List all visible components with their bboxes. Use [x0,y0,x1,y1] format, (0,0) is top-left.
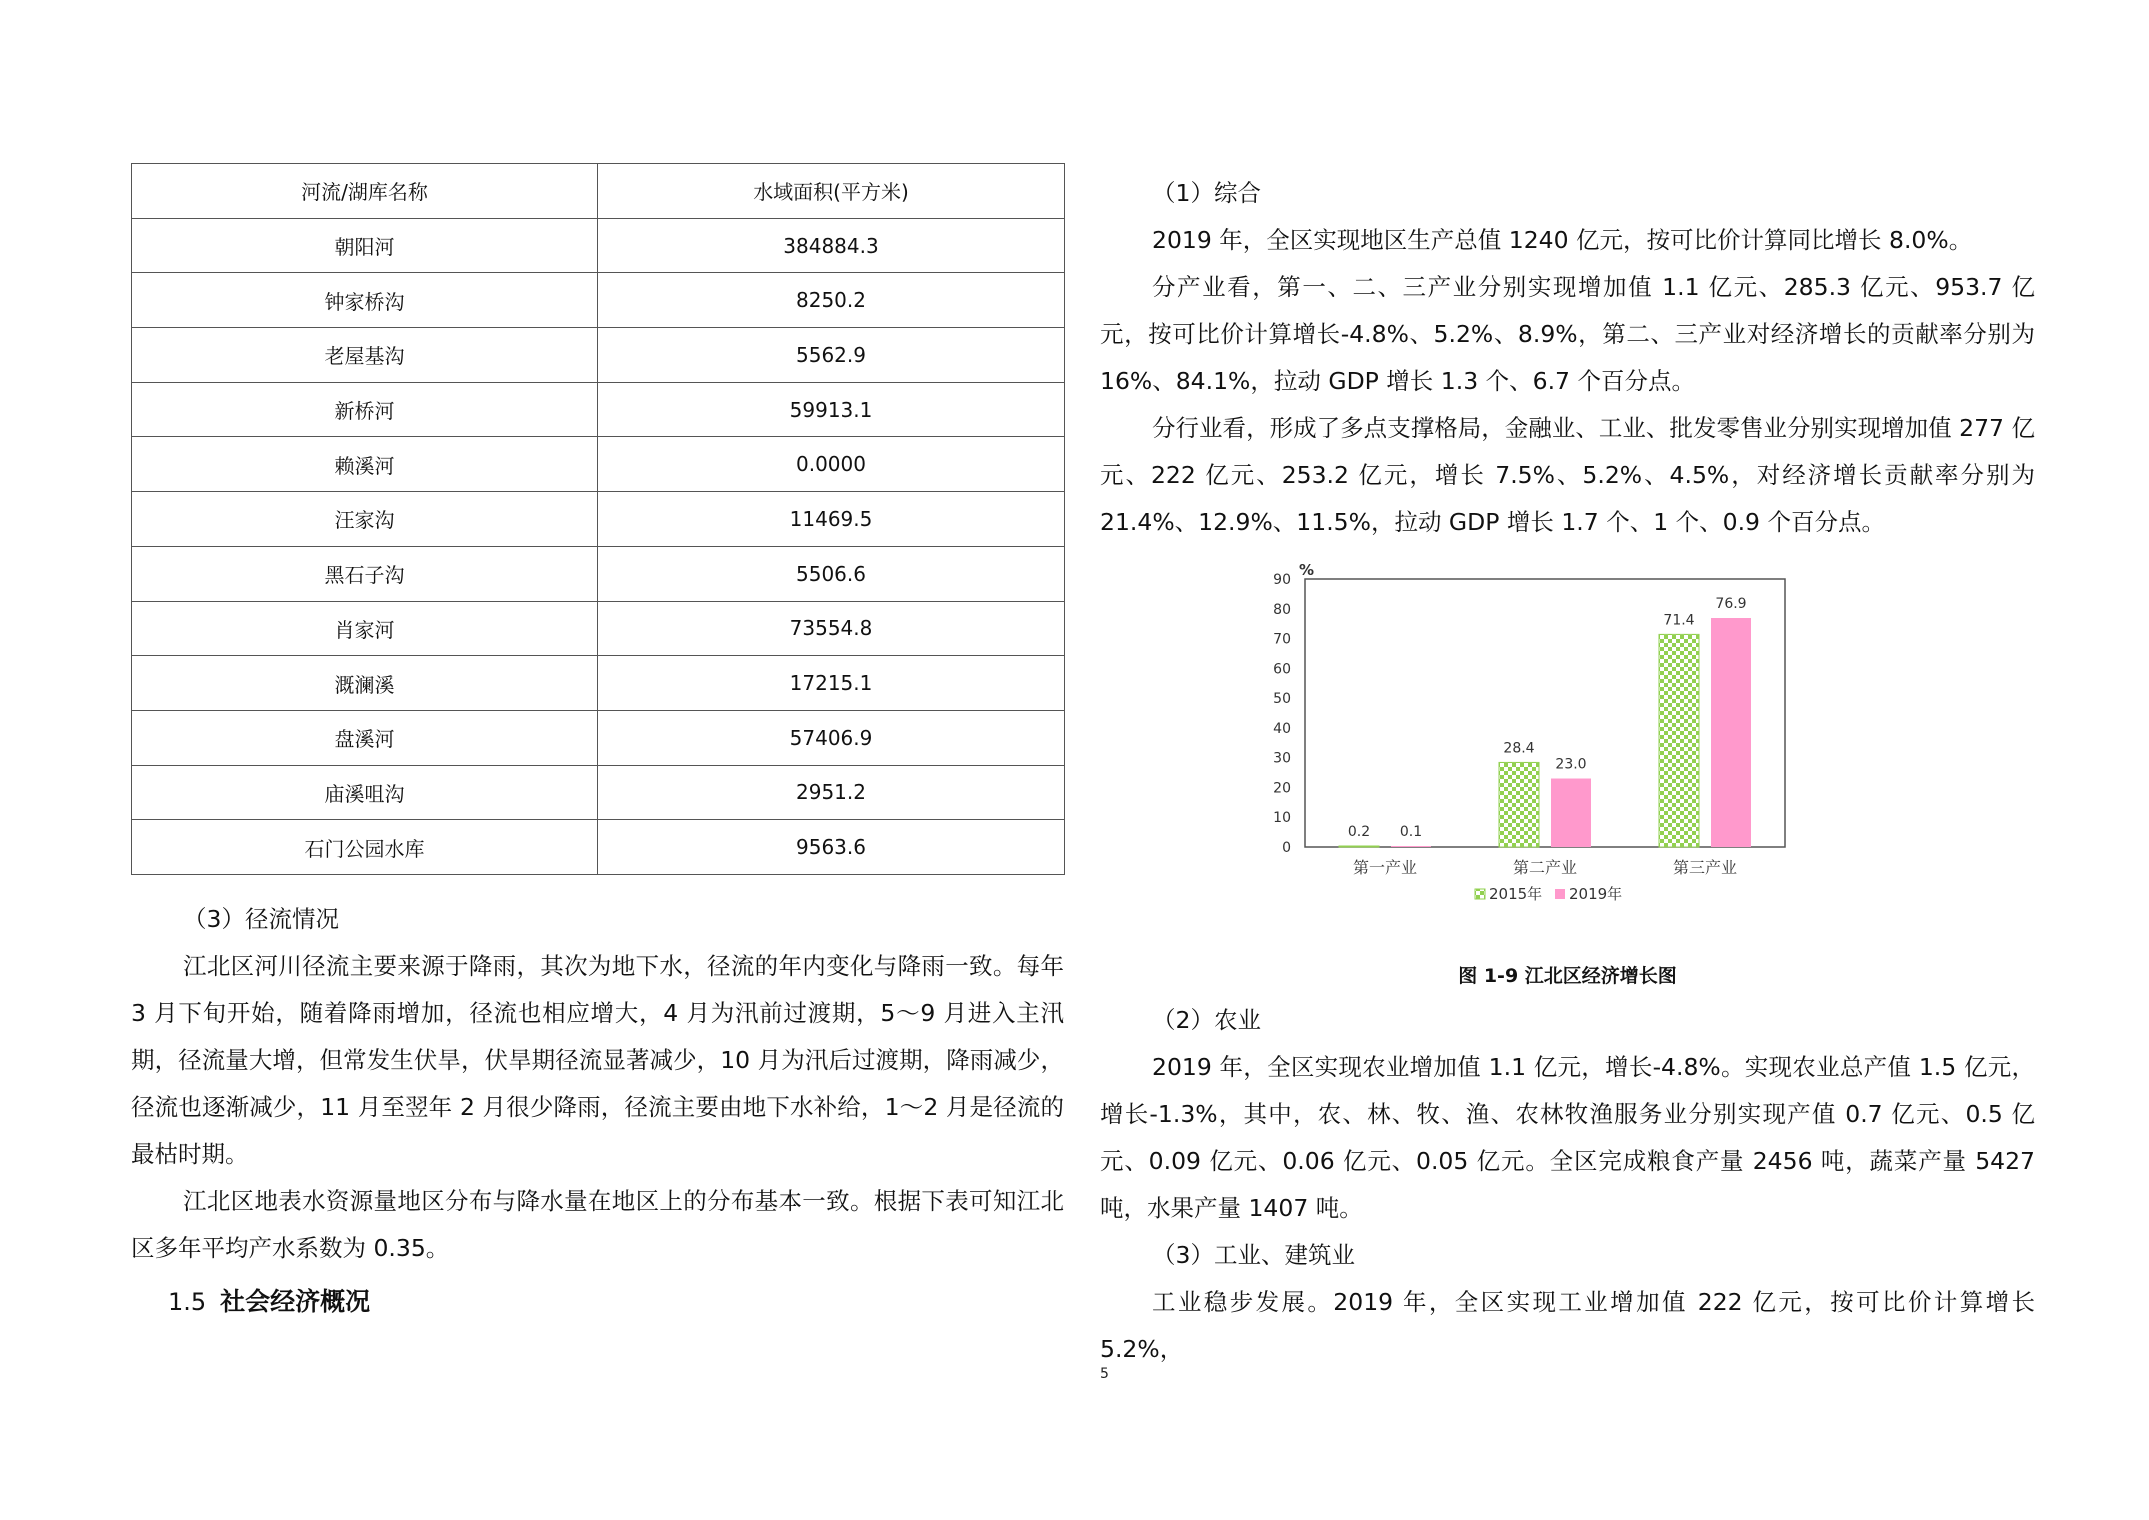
water-body-name: 汪家沟 [132,492,598,547]
runoff-heading: （3）径流情况 [183,905,339,933]
bar-value-label: 28.4 [1503,740,1535,757]
water-body-name: 朝阳河 [132,218,598,273]
bar-series-2 [1551,779,1591,847]
industry-heading: （3）工业、建筑业 [1152,1241,1355,1269]
water-area-value: 17215.1 [598,656,1065,711]
table-row [132,218,1065,273]
x-category-label: 第二产业 [1512,858,1578,877]
header-area: 水域面积(平方米) [598,164,1065,219]
bar-value-label: 71.4 [1663,612,1695,629]
water-body-name: 肖家河 [132,601,598,656]
water-body-name: 新桥河 [132,382,598,437]
y-tick-label: 80 [1273,601,1291,618]
water-body-name: 盘溪河 [132,710,598,765]
legend-label: 2019年 [1569,885,1623,903]
water-body-name: 钟家桥沟 [132,273,598,328]
table-row [132,710,1065,765]
bar-value-label: 23.0 [1555,756,1587,773]
section-heading [168,1278,370,1326]
agriculture-heading: （2）农业 [1152,1006,1261,1034]
y-tick-label: 30 [1273,750,1291,767]
industry-paragraph: 工业稳步发展。2019 年，全区实现工业增加值 222 亿元，按可比价计算增长 5.2%， [1100,1288,2035,1363]
x-category-label: 第一产业 [1352,858,1418,877]
agriculture-paragraph: 2019 年，全区实现农业增加值 1.1 亿元，增长-4.8%。实现农业总产值 1.5 亿元，增长-1.3%，其中，农、林、牧、渔、农林牧渔服务业分别实现产值 0.7 亿元、0.5 亿元、0.09 亿元、0.06 亿元、0.05 亿元。全区完成粮食产量 2456 吨，蔬菜产量 5427 吨，水果产量 1407 吨。 [1100,1053,2035,1222]
y-tick-label: 70 [1273,631,1291,648]
y-tick-label: 60 [1273,661,1291,678]
bar-value-label: 0.2 [1347,824,1371,840]
bar-value-label: 76.9 [1715,596,1747,613]
y-tick-label: 90 [1273,572,1291,588]
section-title: 社会经济概况 [220,1287,371,1316]
table-row [132,656,1065,711]
water-body-name: 石门公园水库 [132,820,598,875]
section-number: 1.5 [168,1288,207,1316]
economic-growth-chart [1240,555,1880,915]
water-area-table [131,163,1065,875]
overall-paragraph-2: 分产业看，第一、二、三产业分别实现增加值 1.1 亿元、285.3 亿元、953.7 亿元，按可比价计算增长-4.8%、5.2%、8.9%，第二、三产业对经济增长的贡献率分别为 16%、84.1%，拉动 GDP 增长 1.3 个、6.7 个百分点。 [1100,273,2035,395]
table-row [132,437,1065,492]
y-tick-label: 10 [1273,810,1291,827]
bar-series-2 [1391,846,1431,847]
water-body-name: 老屋基沟 [132,328,598,383]
bar-series-1 [1339,846,1379,847]
table-row [132,273,1065,328]
water-area-value: 11469.5 [598,492,1065,547]
table-row [132,820,1065,875]
water-area-value: 5562.9 [598,328,1065,383]
figure-caption: 图 1-9 江北区经济增长图 [1458,965,1677,987]
header-name: 河流/湖库名称 [132,164,598,219]
water-area-value: 73554.8 [598,601,1065,656]
bar-series-1 [1499,762,1539,847]
water-body-name: 赖溪河 [132,437,598,492]
legend-swatch [1475,889,1485,899]
bar-series-2 [1711,618,1751,847]
water-area-value: 0.0000 [598,437,1065,492]
x-category-label: 第三产业 [1672,858,1738,877]
y-axis-unit: % [1299,561,1315,579]
water-area-value: 384884.3 [598,218,1065,273]
water-area-value: 57406.9 [598,710,1065,765]
overall-heading: （1）综合 [1152,179,1261,207]
table-row [132,382,1065,437]
water-area-value: 2951.2 [598,765,1065,820]
water-area-value: 5506.6 [598,546,1065,601]
water-body-name: 黑石子沟 [132,546,598,601]
y-tick-label: 50 [1273,691,1291,708]
table-row [132,492,1065,547]
y-tick-label: 40 [1273,720,1291,737]
runoff-paragraph-2: 江北区地表水资源量地区分布与降水量在地区上的分布基本一致。根据下表可知江北区多年平均产水系数为 0.35。 [131,1187,1064,1262]
table-row [132,601,1065,656]
water-body-name: 溉澜溪 [132,656,598,711]
runoff-paragraph-1: 江北区河川径流主要来源于降雨，其次为地下水，径流的年内变化与降雨一致。每年 3 月下旬开始，随着降雨增加，径流也相应增大，4 月为汛前过渡期，5～9 月进入主汛期，径流量大增，但常发生伏旱，伏旱期径流显著减少，10 月为汛后过渡期，降雨减少，径流也逐渐减少，11 月至翌年 2 月很少降雨，径流主要由地下水补给，1～2 月是径流的最枯时期。 [131,952,1064,1168]
bar-value-label: 0.1 [1399,824,1423,840]
table-header-row [132,164,1065,219]
bar-series-1 [1659,634,1699,847]
water-body-name: 庙溪咀沟 [132,765,598,820]
table-row [132,546,1065,601]
water-area-value: 9563.6 [598,820,1065,875]
table-row [132,328,1065,383]
y-tick-label: 20 [1273,780,1291,797]
table-row [132,765,1065,820]
overall-paragraph-1: 2019 年，全区实现地区生产总值 1240 亿元，按可比价计算同比增长 8.0%。 [1152,226,1973,254]
legend-label: 2015年 [1489,885,1543,903]
page-number: 5 [1100,1366,1109,1382]
water-area-value: 8250.2 [598,273,1065,328]
y-tick-label: 0 [1282,840,1291,856]
legend-swatch [1555,889,1565,899]
water-area-value: 59913.1 [598,382,1065,437]
overall-paragraph-3: 分行业看，形成了多点支撑格局，金融业、工业、批发零售业分别实现增加值 277 亿元、222 亿元、253.2 亿元，增长 7.5%、5.2%、4.5%，对经济增长贡献率分别为 21.4%、12.9%、11.5%，拉动 GDP 增长 1.7 个、1 个、0.9 个百分点。 [1100,414,2035,536]
